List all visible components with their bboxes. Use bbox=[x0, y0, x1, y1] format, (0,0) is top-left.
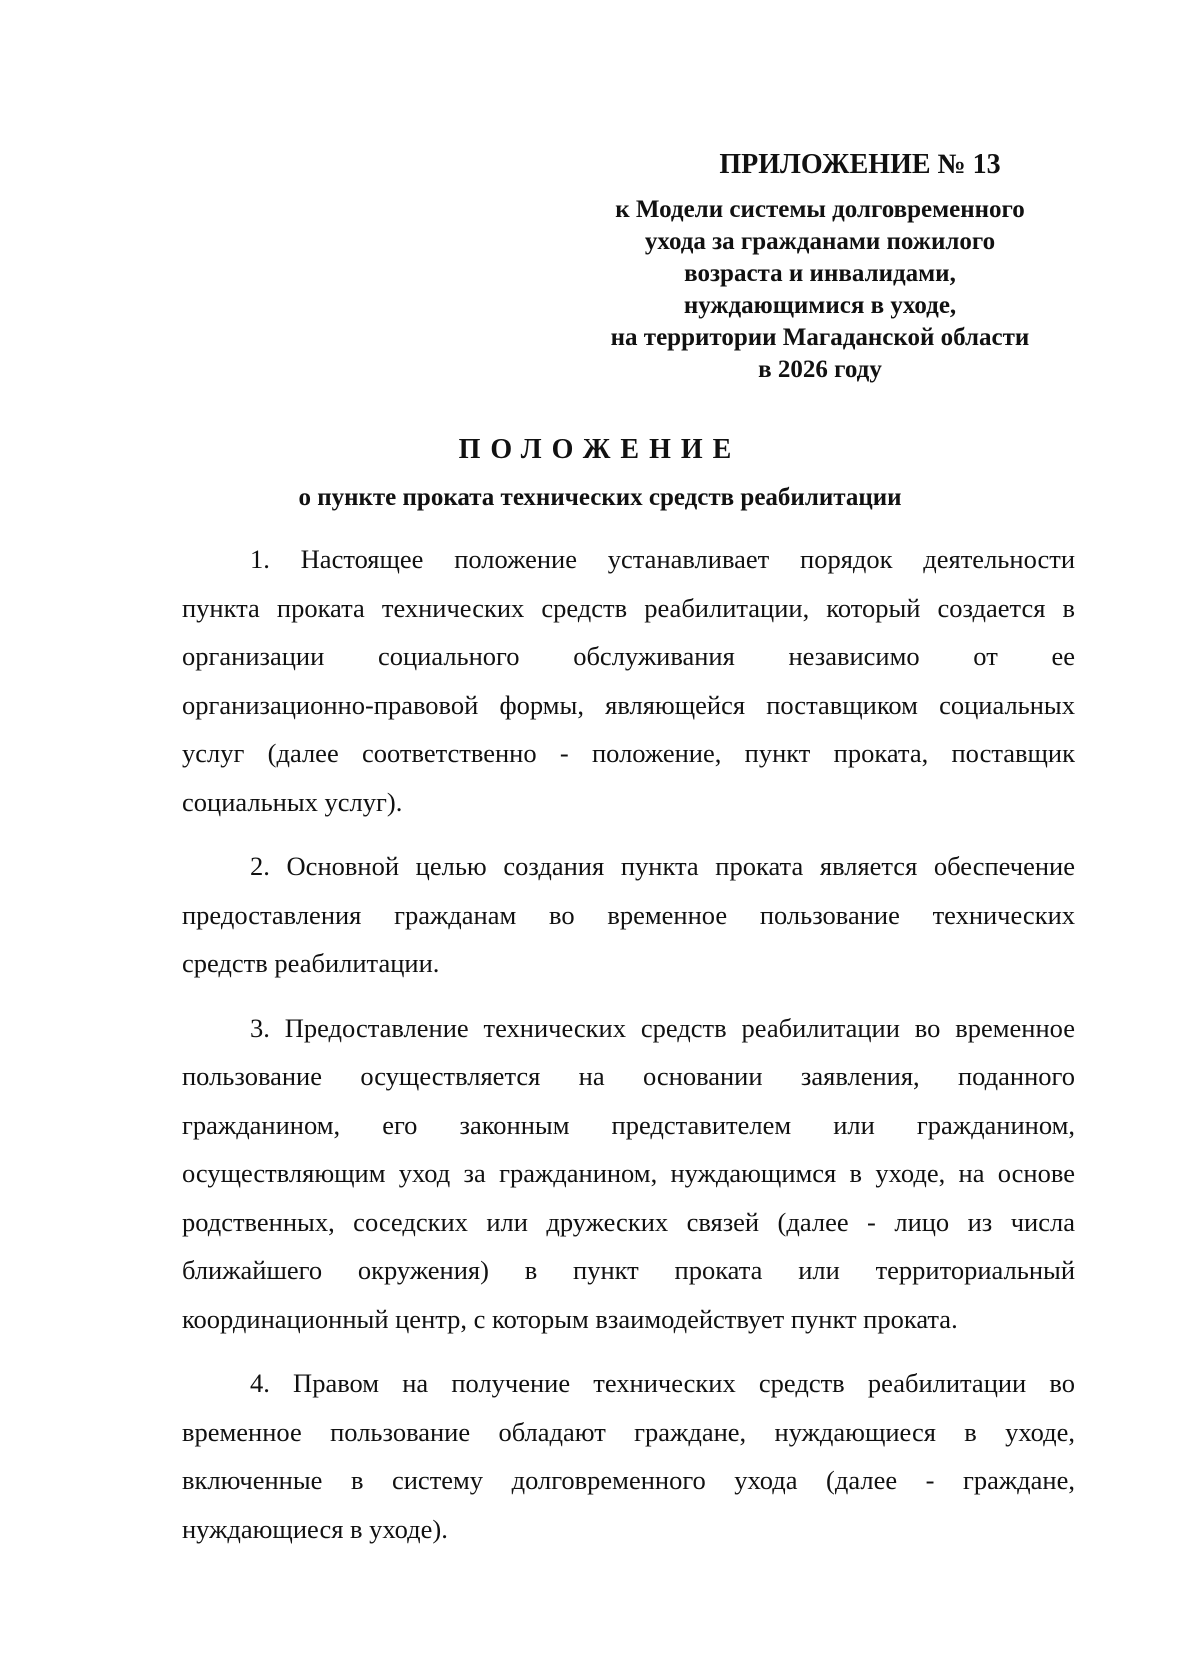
text-line: осуществляющим уход за гражданином, нуждающимся в уходе, на основе bbox=[182, 1158, 1075, 1188]
text-line: нуждающиеся в уходе). bbox=[182, 1513, 448, 1544]
text-line: 3. Предоставление технических средств реабилитации во временное bbox=[250, 1012, 1075, 1043]
text-line: ближайшего окружения) в пункт проката или территориальный bbox=[182, 1255, 1075, 1285]
appendix-title: ПРИЛОЖЕНИЕ № 13 bbox=[719, 149, 1001, 180]
appendix-line: возраста и инвалидами, bbox=[684, 260, 956, 287]
document-subtitle: о пункте проката технических средств реабилитации bbox=[298, 484, 902, 511]
appendix-line: ухода за гражданами пожилого bbox=[644, 228, 996, 255]
text-line: социальных услуг). bbox=[182, 786, 403, 817]
text-line: пункта проката технических средств реабилитации, который создается в bbox=[182, 592, 1075, 623]
text-line: гражданином, его законным представителем или гражданином, bbox=[182, 1109, 1075, 1140]
text-line: временное пользование обладают граждане, нуждающиеся в уходе, bbox=[182, 1416, 1075, 1447]
text-line: пользование осуществляется на основании заявления, поданного bbox=[182, 1061, 1075, 1091]
appendix-line: в 2026 году bbox=[758, 356, 882, 383]
paragraph-3 bbox=[182, 1004, 1075, 1344]
text-line: координационный центр, с которым взаимодействует пункт проката. bbox=[182, 1303, 958, 1334]
text-line: организационно-правовой формы, являющейся поставщиком социальных bbox=[182, 689, 1075, 720]
text-line: 2. Основной целью создания пункта проката является обеспечение bbox=[250, 851, 1075, 881]
text-line: услуг (далее соответственно - положение, пункт проката, поставщик bbox=[182, 738, 1075, 768]
text-line: предоставления гражданам во временное пользование технических bbox=[182, 899, 1075, 930]
paragraph-4 bbox=[182, 1359, 1075, 1553]
paragraph-2 bbox=[182, 842, 1075, 988]
text-line: средств реабилитации. bbox=[182, 948, 440, 978]
text-line: 4. Правом на получение технических средств реабилитации во bbox=[250, 1368, 1075, 1398]
appendix-line: к Модели системы долговременного bbox=[615, 196, 1025, 223]
text-line: родственных, соседских или дружеских связей (далее - лицо из числа bbox=[182, 1206, 1075, 1237]
paragraph-1 bbox=[182, 535, 1075, 826]
document-title: ПОЛОЖЕНИЕ bbox=[458, 434, 742, 465]
appendix-header bbox=[560, 148, 1080, 386]
text-line: включенные в систему долговременного ухода (далее - граждане, bbox=[182, 1465, 1075, 1495]
document-body bbox=[182, 535, 1075, 1569]
text-line: 1. Настоящее положение устанавливает порядок деятельности bbox=[250, 544, 1075, 574]
text-line: организации социального обслуживания независимо от ее bbox=[182, 641, 1075, 671]
appendix-line: нуждающимися в уходе, bbox=[683, 292, 957, 319]
appendix-line: на территории Магаданской области bbox=[610, 324, 1030, 351]
